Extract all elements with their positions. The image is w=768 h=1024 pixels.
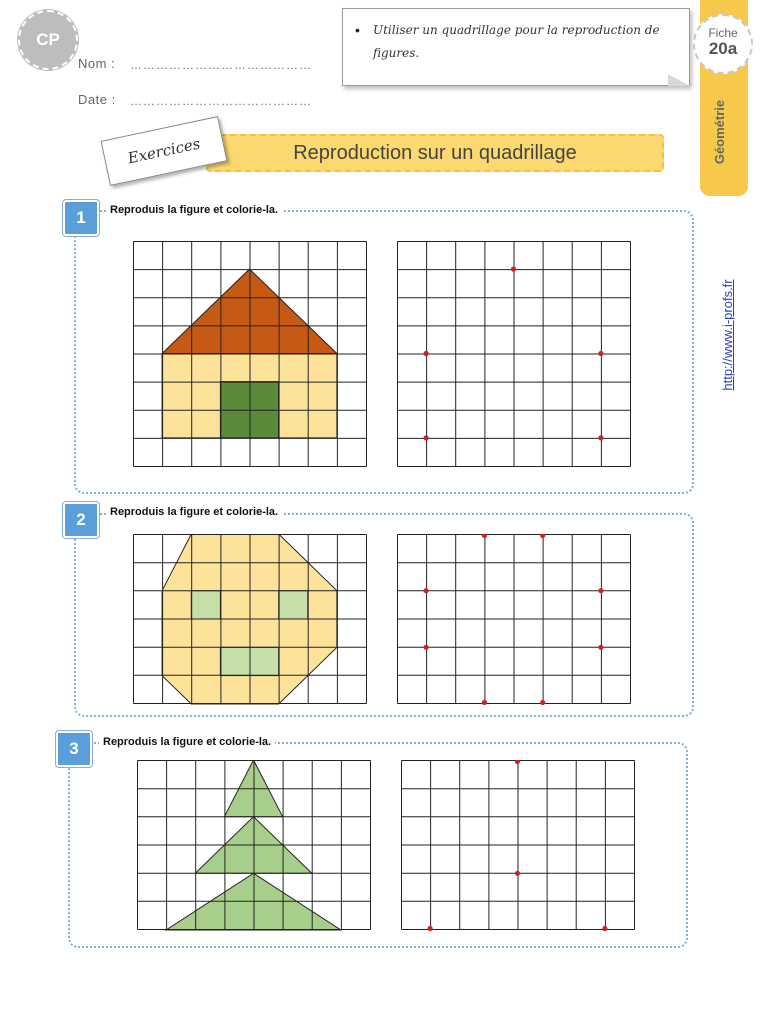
exercise-2-model-grid xyxy=(133,534,368,705)
guide-dot xyxy=(511,267,516,272)
guide-dot xyxy=(598,645,603,650)
guide-dot xyxy=(515,760,520,764)
guide-dot xyxy=(598,351,603,356)
exercise-1-copy-grid[interactable] xyxy=(397,241,632,468)
subject-label: Géométrie xyxy=(712,99,727,165)
exercise-1-number: 1 xyxy=(63,200,99,236)
guide-dot xyxy=(515,871,520,876)
exercise-2-number: 2 xyxy=(63,502,99,538)
guide-dot xyxy=(482,700,487,705)
fiche-label: Fiche xyxy=(708,26,738,40)
exercise-2-instruction: Reproduis la figure et colorie-la. xyxy=(106,506,282,518)
grid-lines xyxy=(402,761,635,930)
name-field[interactable]: …………………………………… xyxy=(130,58,312,72)
guide-dot xyxy=(598,588,603,593)
exercise-3-instruction: Reproduis la figure et colorie-la. xyxy=(99,736,275,748)
objective-text: Utiliser un quadrillage pour la reproduction de figures. xyxy=(373,23,660,60)
guide-dot xyxy=(428,926,433,931)
guide-dot xyxy=(424,588,429,593)
guide-dot xyxy=(602,926,607,931)
guide-dot xyxy=(540,534,545,538)
guide-dot xyxy=(540,700,545,705)
exercices-tag: Exercices xyxy=(101,116,228,186)
exercise-3-copy-grid[interactable] xyxy=(401,760,636,932)
grid-lines xyxy=(398,535,631,704)
level-badge xyxy=(18,10,78,70)
grid-lines xyxy=(398,242,631,467)
guide-dot xyxy=(424,351,429,356)
objective-note xyxy=(342,8,690,86)
guide-dot xyxy=(424,435,429,440)
website-link[interactable]: http://www.i-profs.fr xyxy=(720,279,735,391)
exercise-1-instruction: Reproduis la figure et colorie-la. xyxy=(106,204,282,216)
guide-dot xyxy=(598,435,603,440)
fiche-number: 20a xyxy=(708,39,738,58)
exercise-2-copy-grid[interactable] xyxy=(397,534,632,705)
exercise-1-model-grid xyxy=(133,241,368,468)
face-right-eye xyxy=(279,591,308,619)
exercise-3-model-grid xyxy=(137,760,372,932)
face-left-eye xyxy=(191,591,220,619)
date-label: Date : xyxy=(78,92,116,107)
guide-dot xyxy=(424,645,429,650)
note-curl xyxy=(668,74,690,86)
level-badge-text: CP xyxy=(36,30,60,49)
page-title: Reproduction sur un quadrillage xyxy=(293,142,577,164)
guide-dot xyxy=(482,534,487,538)
exercise-3-number: 3 xyxy=(56,731,92,767)
name-label: Nom : xyxy=(78,56,116,71)
grid-lines xyxy=(138,761,371,930)
fiche-badge xyxy=(693,14,753,74)
objective-bullet: • xyxy=(355,22,360,38)
date-field[interactable]: …………………………………… xyxy=(130,94,312,108)
